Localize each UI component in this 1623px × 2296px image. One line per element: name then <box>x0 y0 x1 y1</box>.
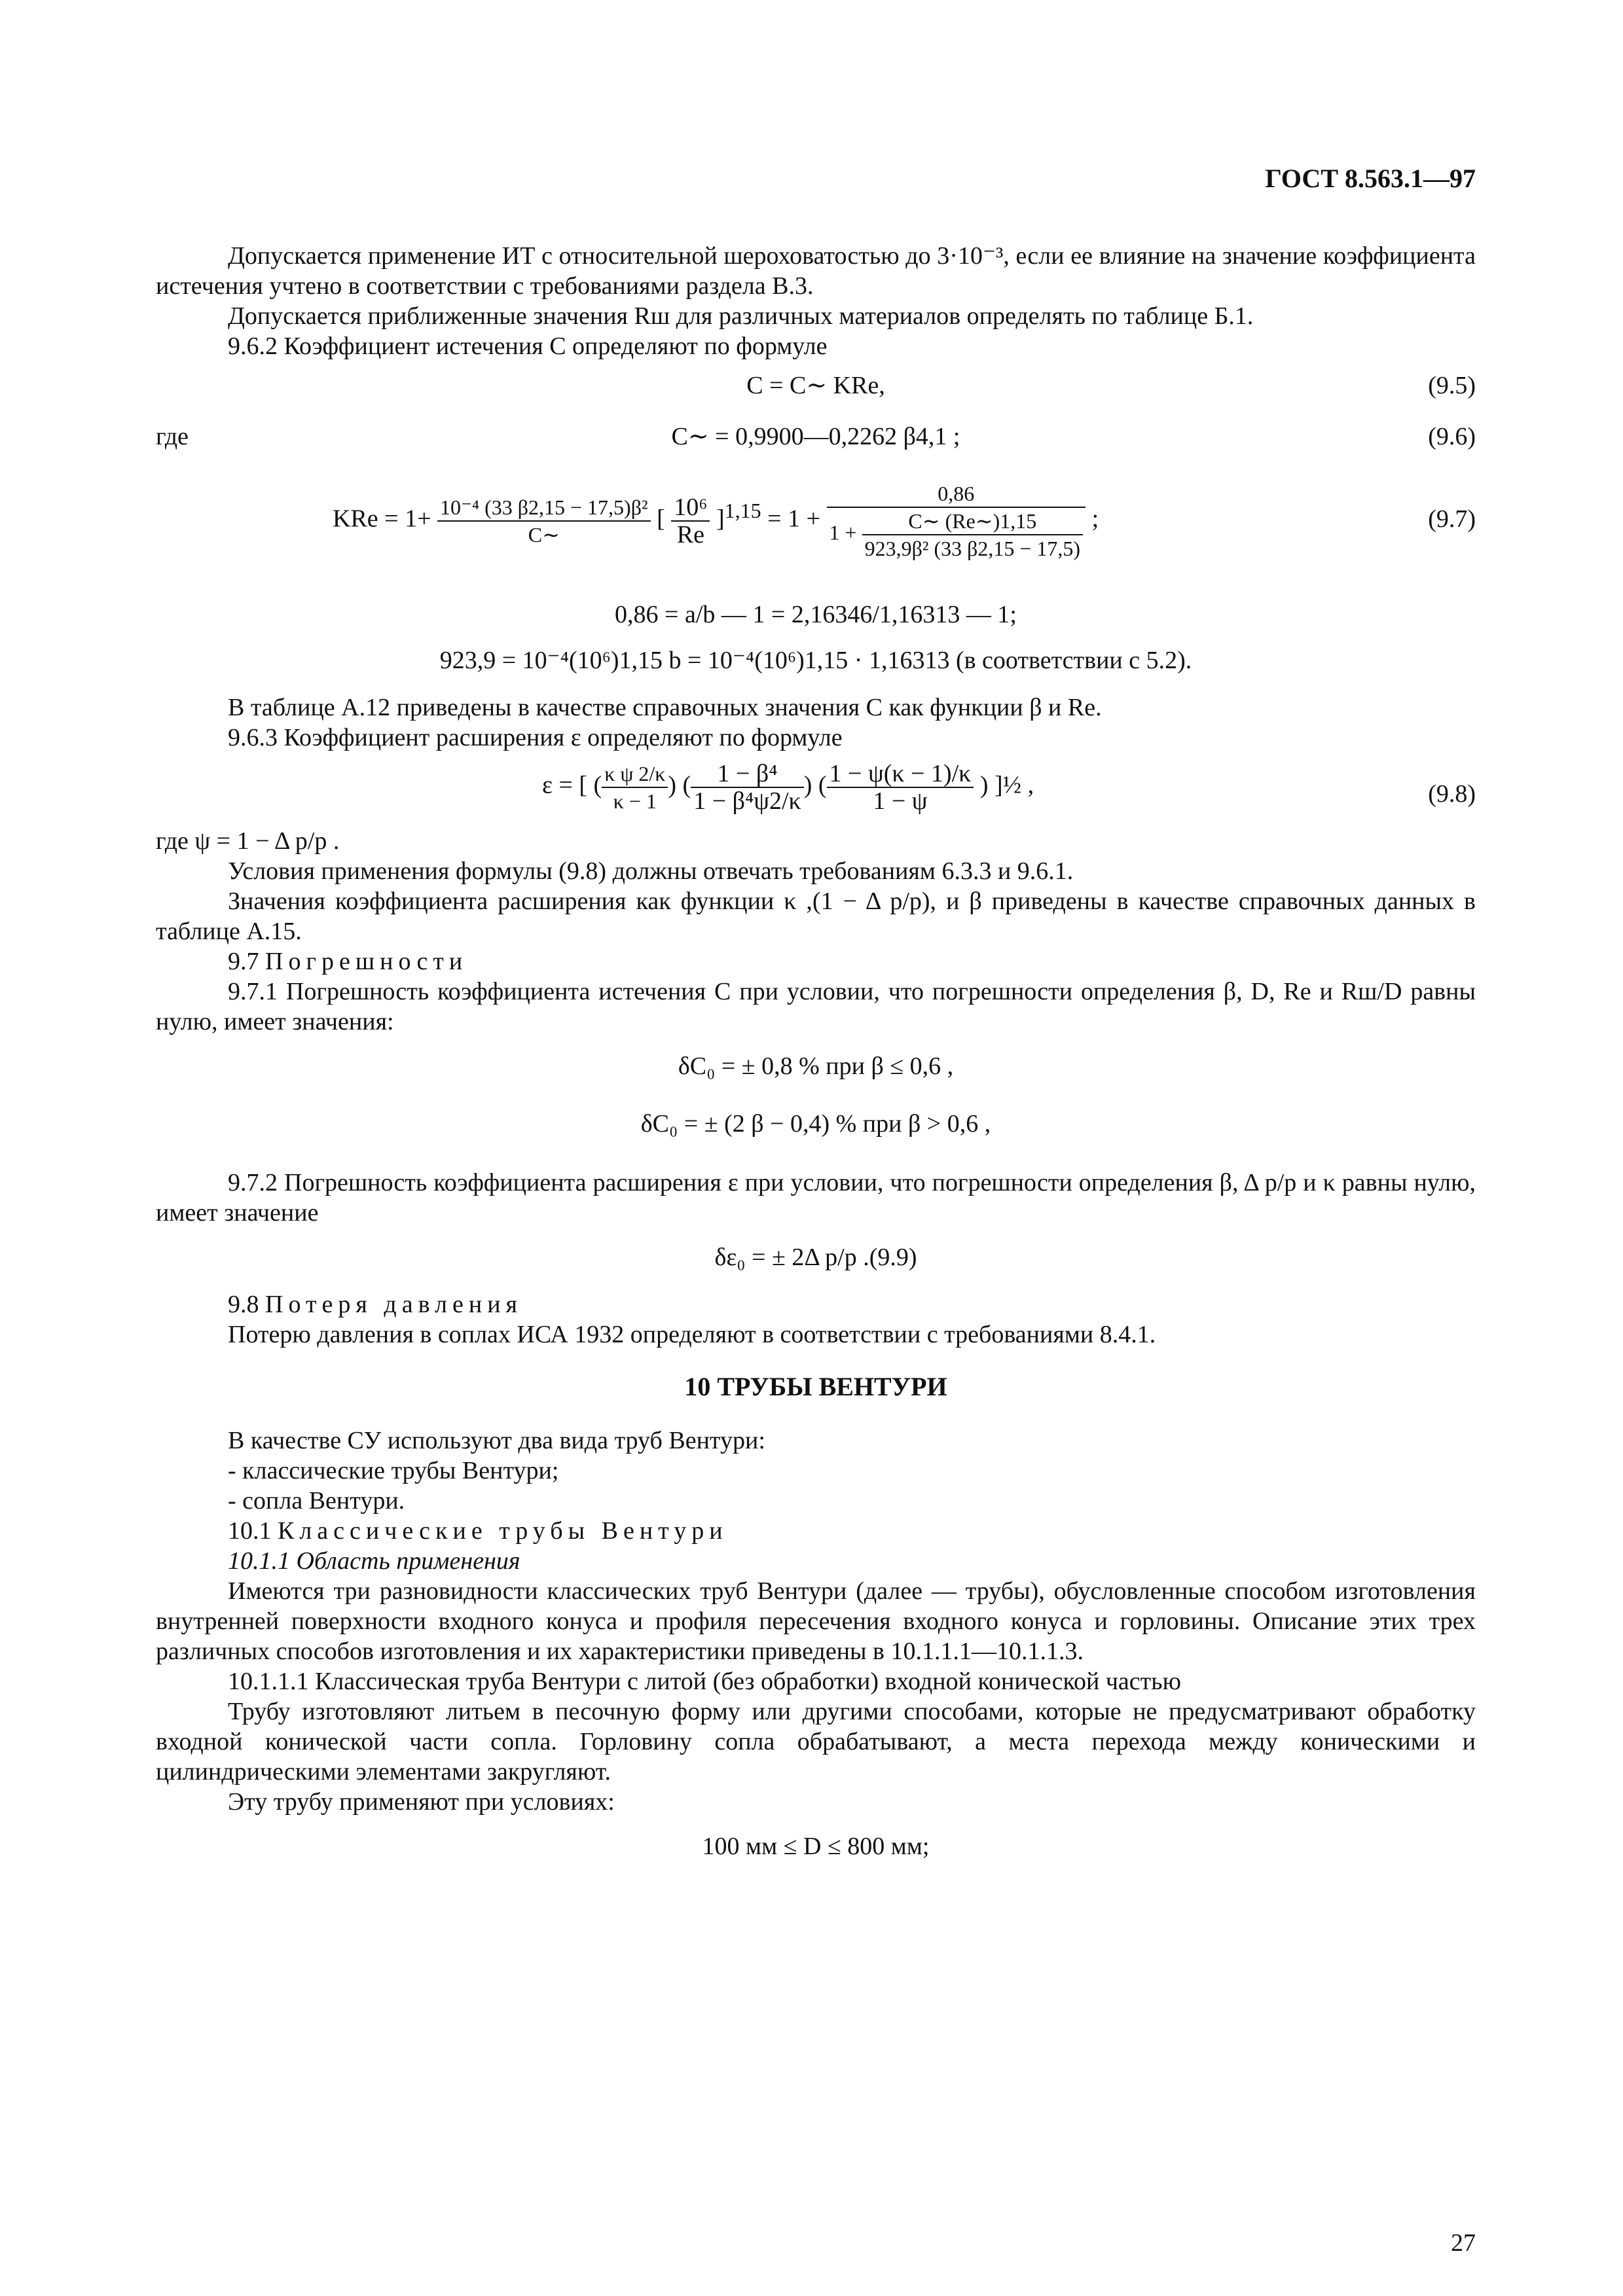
equation-line: δC₀ = ± (2 β − 0,4) % при β > 0,6 , <box>640 1110 991 1138</box>
page-number: 27 <box>1451 2229 1476 2257</box>
list-item: - классические трубы Вентури; <box>228 1457 559 1484</box>
subsection-heading: 10.1.1 Область применения <box>228 1547 520 1575</box>
fraction-bottom: Re <box>676 521 704 548</box>
fraction-top: κ ψ 2/κ <box>602 761 668 788</box>
paragraph: 9.6.3 Коэффициент расширения ε определяют по формуле <box>228 724 843 751</box>
equation-lhs: ε = [ ( <box>542 771 602 799</box>
paragraph: 10.1.1.1 Классическая труба Вентури с литой (без обработки) входной конической частью <box>228 1668 1181 1695</box>
fraction <box>602 761 668 814</box>
section-heading-9-7 <box>156 946 1476 977</box>
equation-mid: = 1 + <box>767 505 821 533</box>
equation-9-8 <box>156 761 1476 826</box>
fraction-top: 0,86 <box>827 480 1086 508</box>
paragraph: где ψ = 1 − Δ p/p . <box>156 827 340 855</box>
equation-line: 100 мм ≤ D ≤ 800 мм; <box>702 1833 930 1860</box>
equation-body: ε = [ ( $\frac{\text{κ ψ 2/κ}}{\kappa - 1}$ ) ( $\frac{\text{1 − β⁴}}{\text{1 − β⁴ψ2/κ}}$ ) ( $\frac{1 - \psi(\kappa - 1)/\kappa}{1 - \psi}$ ) ]½ , <box>542 760 1034 815</box>
equation-9-7 <box>156 480 1476 592</box>
fraction-top: 10⁶ <box>671 494 710 522</box>
equation-body <box>333 480 1099 562</box>
paragraph: Условия применения формулы (9.8) должны отвечать требованиям 6.3.3 и 9.6.1. <box>228 857 1074 885</box>
section-title: Потеря давления <box>265 1291 523 1318</box>
equation-rhs: ) ]½ , <box>979 771 1034 799</box>
fraction <box>827 761 974 814</box>
fraction-bottom: 923,9β² (33 β2,15 − 17,5) <box>864 537 1081 560</box>
paragraph: Трубу изготовляют литьем в песочную форму или другими способами, которые не предусматривают обработку входной конической части сопла. Горловину сопла обрабатывают, а места перехода между коническими и цилиндрическими элементами закругляют. <box>156 1698 1476 1785</box>
document-page <box>156 164 1476 2258</box>
equation-number: (9.7) <box>1428 505 1476 533</box>
bracket: [ <box>657 505 665 533</box>
paragraph: Значения коэффициента расширения как функции κ ,(1 − Δ p/p), и β приведены в качестве справочных данных в таблице А.15. <box>156 888 1476 945</box>
fraction <box>671 494 710 548</box>
paragraph: 9.7.1 Погрешность коэффициента истечения C при условии, что погрешности определения β, D, Re и Rш/D равны нулю, имеет значения: <box>156 978 1476 1035</box>
paragraph: Допускается применение ИТ с относительной шероховатостью до 3·10⁻³, если ее влияние на значение коэффициента истечения учтено в соответствии с требованиями раздела В.3. <box>156 242 1476 300</box>
section-heading-10: 10 ТРУБЫ ВЕНТУРИ <box>684 1372 947 1401</box>
equation-number: (9.6) <box>1428 423 1476 450</box>
equation-body: C = C∼ KRe, <box>746 372 885 399</box>
paragraph: Эту трубу применяют при условиях: <box>228 1788 615 1816</box>
section-title: Классические трубы Вентури <box>278 1517 728 1545</box>
fraction-bottom <box>827 508 1086 562</box>
section-number: 9.8 <box>228 1291 259 1318</box>
fraction-bottom: C∼ <box>528 523 560 547</box>
paragraph: Допускается приближенные значения Rш для различных материалов определять по таблице Б.1. <box>228 302 1254 330</box>
exponent: 1,15 <box>724 499 761 523</box>
fraction-top: 1 − ψ(κ − 1)/κ <box>827 761 974 788</box>
bracket: ] <box>716 505 725 533</box>
equation-9-5 <box>156 370 1476 403</box>
paragraph: Потерю давления в соплах ИСА 1932 определяют в соответствии с требованиями 8.4.1. <box>228 1321 1156 1348</box>
section-title: Погрешности <box>265 948 468 975</box>
list-item: - сопла Вентури. <box>228 1487 405 1515</box>
equation-lhs: KRe = 1+ <box>333 505 431 533</box>
paragraph: 9.7.2 Погрешность коэффициента расширения ε при условии, что погрешности определения β, Δ p/p и κ равны нулю, имеет значение <box>156 1169 1476 1227</box>
fraction-top: 1 − β⁴ <box>691 761 804 788</box>
document-header: ГОСТ 8.563.1—97 <box>1265 164 1476 193</box>
equation-body: C∼ = 0,9900—0,2262 β4,1 ; <box>671 423 960 450</box>
section-number: 10.1 <box>228 1517 272 1545</box>
fraction-top: C∼ (Re∼)1,15 <box>862 508 1084 535</box>
paragraph: Имеются три разновидности классических труб Вентури (далее — трубы), обусловленные способом изготовления внутренней поверхности входного конуса и профиля пересечения входного конуса и горловины. Описание этих трех различных способов изготовления и их характеристики приведены в 10.1.1.1—10.1.1.3. <box>156 1577 1476 1665</box>
fraction <box>437 494 651 548</box>
paragraph: 9.6.2 Коэффициент истечения C определяют по формуле <box>228 332 828 360</box>
paragraph: В качестве СУ используют два вида труб Вентури: <box>228 1427 765 1454</box>
equation-number: (9.8) <box>1428 780 1476 808</box>
equation-line: δC₀ = ± 0,8 % при β ≤ 0,6 , <box>678 1052 954 1080</box>
fraction-bottom: κ − 1 <box>613 789 657 813</box>
equation-9-6 <box>156 422 1476 454</box>
equation-lead: где <box>156 423 189 450</box>
fraction-top: 10⁻⁴ (33 β2,15 − 17,5)β² <box>437 494 651 522</box>
section-number: 9.7 <box>228 948 259 975</box>
equation-end: ; <box>1091 505 1099 533</box>
fraction <box>827 480 1086 562</box>
equation-number: (9.5) <box>1428 372 1476 399</box>
fraction-bottom: 1 − ψ <box>873 787 928 815</box>
equation-line: 923,9 = 10⁻⁴(10⁶)1,15 b = 10⁻⁴(10⁶)1,15 · 1,16313 (в соответствии с 5.2). <box>439 647 1192 674</box>
fraction-lead: 1 + <box>829 520 857 545</box>
section-heading-9-8 <box>156 1289 1476 1319</box>
fraction <box>691 761 804 814</box>
equation-line: δε₀ = ± 2Δ p/p .(9.9) <box>714 1244 917 1271</box>
fraction-bottom: 1 − β⁴ψ2/κ <box>693 787 801 815</box>
fraction <box>862 508 1084 562</box>
paragraph: В таблице А.12 приведены в качестве справочных значения C как функции β и Re. <box>228 694 1102 721</box>
section-heading-10-1 <box>156 1516 1476 1546</box>
equation-line: 0,86 = a/b — 1 = 2,16346/1,16313 — 1; <box>615 601 1017 628</box>
